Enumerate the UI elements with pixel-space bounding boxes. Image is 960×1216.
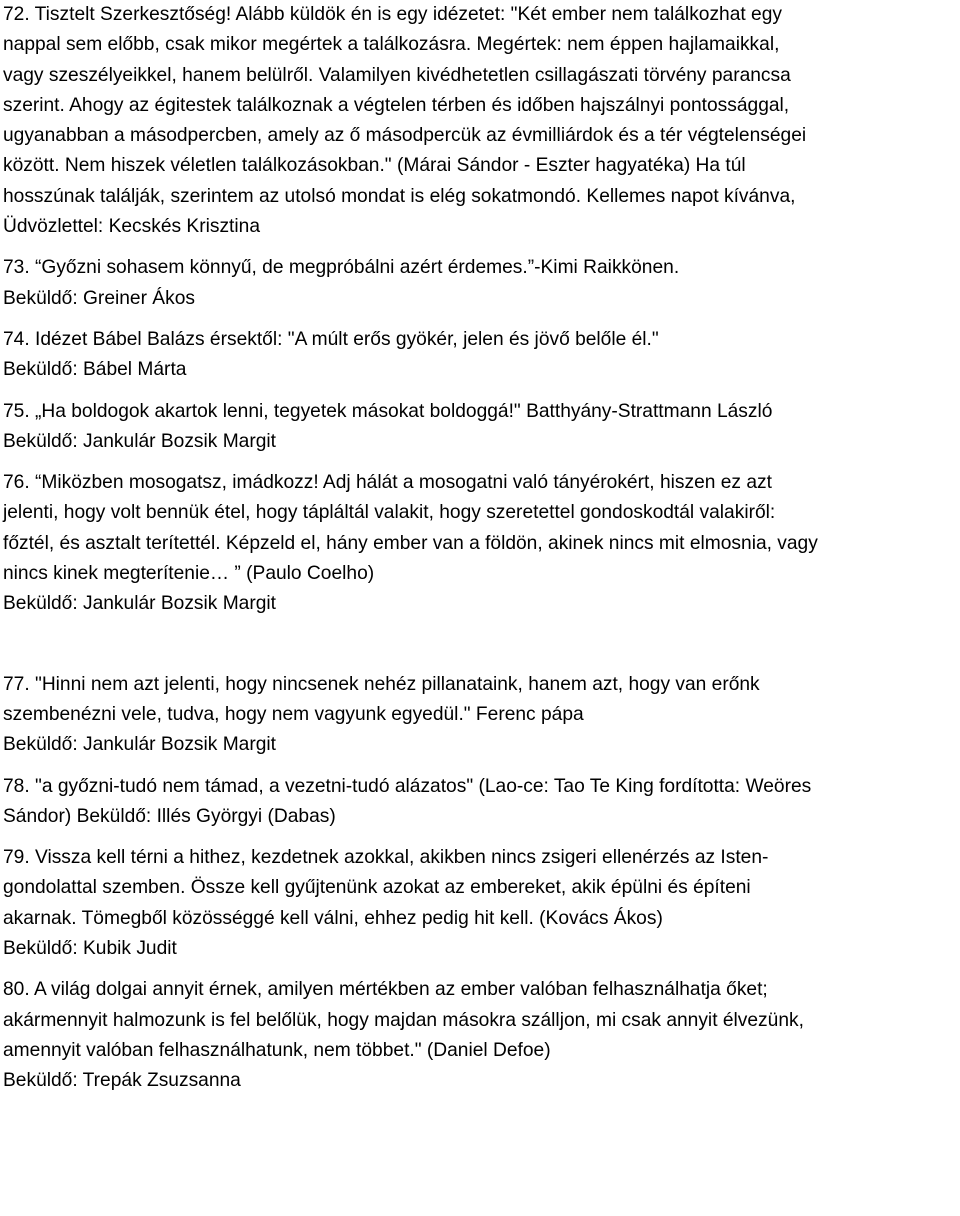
sender-line: Beküldő: Trepák Zsuzsanna	[3, 1070, 241, 1092]
paragraph-gap	[3, 242, 957, 253]
text-line: Sándor) Beküldő: Illés Györgyi (Dabas)	[3, 805, 336, 827]
text-line: szerint. Ahogy az égitestek találkoznak a végtelen térben és időben hajszálnyi pontossággal,	[3, 94, 790, 116]
text-line: 74. Idézet Bábel Balázs érsektől: "A múlt erős gyökér, jelen és jövő belőle él."	[3, 328, 659, 350]
text-line: 79. Vissza kell térni a hithez, kezdetnek azokkal, akikben nincs zsigeri ellenérzés az Isten-	[3, 847, 769, 869]
quote-entry-75	[3, 397, 957, 458]
text-line: amennyit valóban felhasználhatunk, nem többet." (Daniel Defoe)	[3, 1039, 551, 1061]
sender-line: Beküldő: Kubik Judit	[3, 938, 177, 960]
sender-line: Beküldő: Jankulár Bozsik Margit	[3, 430, 277, 452]
text-line: 72. Tisztelt Szerkesztőség! Alább küldök én is egy idézetet: "Két ember nem találkozhat egy	[3, 4, 782, 25]
text-line: akarnak. Tömegből közösséggé kell válni, ehhez pedig hit kell. (Kovács Ákos)	[3, 907, 663, 929]
quote-entry-78	[3, 772, 957, 833]
text-line: 78. "a győzni-tudó nem támad, a vezetni-tudó alázatos" (Lao-ce: Tao Te King fordította: Weöres	[3, 775, 812, 797]
paragraph-gap	[3, 832, 957, 843]
text-line: jelenti, hogy volt bennük étel, hogy tápláltál valakit, hogy szeretettel gondoskodtál valakiről:	[3, 502, 776, 524]
quote-entry-79	[3, 843, 957, 964]
text-line: nincs kinek megterítenie… ” (Paulo Coelho)	[3, 563, 375, 585]
paragraph-gap	[3, 964, 957, 975]
sender-line: Beküldő: Jankulár Bozsik Margit	[3, 593, 277, 615]
paragraph-gap	[3, 761, 957, 772]
quote-entry-72	[3, 0, 957, 242]
quote-entry-74	[3, 325, 957, 386]
text-line: 73. “Győzni sohasem könnyű, de megpróbálni azért érdemes.”-Kimi Raikkönen.	[3, 257, 680, 279]
quote-entry-73	[3, 253, 957, 314]
document-page	[3, 0, 957, 1097]
text-line: 80. A világ dolgai annyit érnek, amilyen mértékben az ember valóban felhasználhatja őket;	[3, 979, 768, 1001]
quote-entry-77	[3, 670, 957, 761]
text-line: 75. „Ha boldogok akartok lenni, tegyetek másokat boldoggá!" Batthyány-Strattmann László	[3, 400, 773, 422]
paragraph-gap	[3, 620, 957, 670]
text-line: 76. “Miközben mosogatsz, imádkozz! Adj hálát a mosogatni való tányérokért, hiszen ez azt	[3, 472, 772, 494]
text-line: között. Nem hiszek véletlen találkozásokban." (Márai Sándor - Eszter hagyatéka) Ha túl	[3, 155, 746, 177]
text-line: hosszúnak találják, szerintem az utolsó mondat is elég sokatmondó. Kellemes napot kívánva,	[3, 185, 796, 207]
paragraph-gap	[3, 386, 957, 397]
text-line: főztél, és asztalt terítettél. Képzeld el, hány ember van a földön, akinek nincs mit elmosnia, vagy	[3, 532, 818, 554]
sender-line: Beküldő: Bábel Márta	[3, 359, 187, 381]
sender-line: Beküldő: Greiner Ákos	[3, 287, 195, 309]
text-line: 77. "Hinni nem azt jelenti, hogy nincsenek nehéz pillanataink, hanem azt, hogy van erőnk	[3, 673, 760, 695]
quote-entry-76	[3, 468, 957, 619]
paragraph-gap	[3, 457, 957, 468]
text-line: ugyanabban a másodpercben, amely az ő másodpercük az évmilliárdok és a tér végtelenségei	[3, 125, 807, 147]
text-line: gondolattal szemben. Össze kell gyűjtenünk azokat az embereket, akik épülni és építeni	[3, 877, 751, 899]
text-line: vagy szeszélyeikkel, hanem belülről. Valamilyen kivédhetetlen csillagászati törvény parancsa	[3, 64, 791, 86]
text-line: akármennyit halmozunk is fel belőlük, hogy majdan másokra szálljon, mi csak annyit élvezünk,	[3, 1009, 804, 1031]
paragraph-gap	[3, 314, 957, 325]
sender-line: Beküldő: Jankulár Bozsik Margit	[3, 734, 277, 756]
text-line: nappal sem előbb, csak mikor megértek a találkozásra. Megértek: nem éppen hajlamaikkal,	[3, 34, 780, 56]
text-line: Üdvözlettel: Kecskés Krisztina	[3, 216, 260, 238]
text-line: szembenézni vele, tudva, hogy nem vagyunk egyedül." Ferenc pápa	[3, 703, 584, 725]
quote-entry-80	[3, 975, 957, 1096]
